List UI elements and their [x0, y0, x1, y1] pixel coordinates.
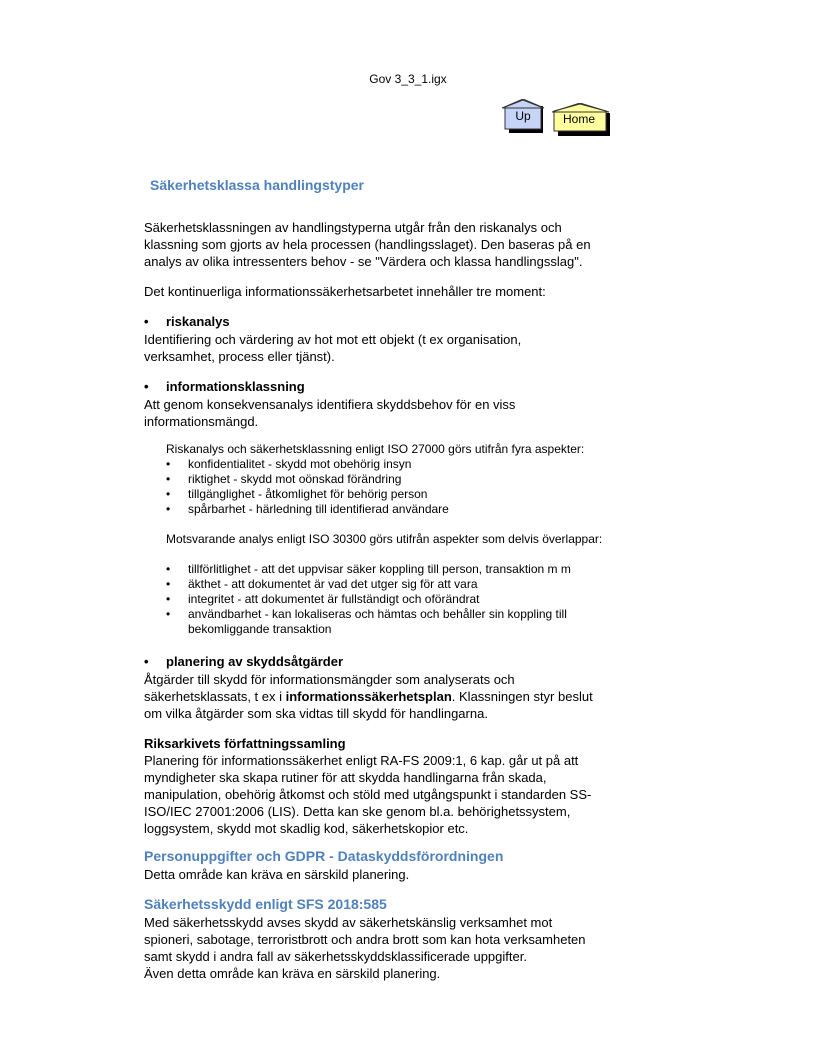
- moment-planering-text-a: Åtgärder till skydd för informationsmängder som analyserats och säkerhetsklassats, t ex i: [144, 672, 515, 704]
- bullet-icon: •: [166, 592, 171, 606]
- iso30300-intro: Motsvarande analys enligt ISO 30300 görs utifrån aspekter som delvis överlappar:: [166, 532, 603, 546]
- gdpr-heading: Personuppgifter och GDPR - Dataskyddsförordningen: [144, 848, 504, 864]
- list-item-text: tillförlitlighet - att det uppvisar säker koppling till person, transaktion m m: [188, 562, 571, 576]
- moment-riskanalys-heading: [144, 314, 230, 329]
- bullet-icon: •: [166, 487, 171, 501]
- intro-paragraph: Säkerhetsklassningen av handlingstyperna utgår från den riskanalys och klassning som gjorts av hela processen (handlingsslaget). Den baseras på en analys av olika intressenters behov - se "Värdera och klassa handlingsslag".: [144, 220, 591, 269]
- list-item: [166, 592, 606, 607]
- list-item-text: riktighet - skydd mot oönskad förändring: [188, 472, 402, 486]
- moment-planering-text-b: . Klassningen styr beslut om vilka åtgärder som ska vidtas till skydd för handlingarna.: [144, 689, 593, 721]
- iso30300-section: [166, 532, 606, 637]
- moment-informationsklassning-label: informationsklassning: [166, 379, 305, 394]
- bullet-icon: •: [144, 314, 149, 329]
- moment-planering-heading: [144, 654, 343, 669]
- bullet-icon: •: [166, 472, 171, 486]
- list-item: [166, 577, 606, 592]
- list-item-text: konfidentialitet - skydd mot obehörig insyn: [188, 457, 412, 471]
- iso27000-intro: Riskanalys och säkerhetsklassning enligt ISO 27000 görs utifrån fyra aspekter:: [166, 442, 585, 456]
- list-item-text: spårbarhet - härledning till identifierad användare: [188, 502, 449, 516]
- moment-informationsklassning-text: Att genom konsekvensanalys identifiera skyddsbehov för en viss informationsmängd.: [144, 397, 516, 429]
- list-item: [166, 472, 606, 487]
- bullet-icon: •: [166, 607, 171, 621]
- moment-planering-text: [144, 671, 604, 722]
- list-item: [166, 607, 598, 637]
- sfs-heading: Säkerhetsskydd enligt SFS 2018:585: [144, 896, 387, 912]
- list-item-text: tillgänglighet - åtkomlighet för behörig person: [188, 487, 428, 501]
- gdpr-text: Detta område kan kräva en särskild planering.: [144, 867, 410, 882]
- moment-riskanalys-label: riskanalys: [166, 314, 230, 329]
- sfs-text: Med säkerhetsskydd avses skydd av säkerhetskänslig verksamhet mot spioneri, sabotage, terroristbrott och andra brott som kan hota verksamheten samt skydd i andra fall av säkerhetsskyddsklassificerade uppgifter.: [144, 915, 586, 964]
- list-item-text: användbarhet - kan lokaliseras och hämtas och behåller sin koppling till bekomliggande transaktion: [188, 607, 567, 636]
- bullet-icon: •: [144, 654, 149, 669]
- list-item: [166, 457, 606, 472]
- sfs-text-2: Även detta område kan kräva en särskild planering.: [144, 966, 441, 981]
- ra-heading: Riksarkivets författningssamling: [144, 736, 346, 751]
- home-button[interactable]: [552, 103, 612, 137]
- up-button[interactable]: [502, 99, 548, 135]
- document-filename: Gov 3_3_1.igx: [369, 72, 447, 86]
- bullet-icon: •: [144, 379, 149, 394]
- bullet-icon: •: [166, 562, 171, 576]
- bullet-icon: •: [166, 457, 171, 471]
- up-button-label: Up: [515, 109, 531, 123]
- page-title: Säkerhetsklassa handlingstyper: [150, 177, 364, 193]
- moment-intro: Det kontinuerliga informationssäkerhetsarbetet innehåller tre moment:: [144, 284, 546, 299]
- home-button-label: Home: [562, 112, 595, 126]
- list-item: [166, 487, 606, 502]
- list-item-text: äkthet - att dokumentet är vad det utger sig för att vara: [188, 577, 478, 591]
- ra-text: Planering för informationssäkerhet enligt RA-FS 2009:1, 6 kap. går ut på att myndigheter ska skapa rutiner för att skydda handlingarna från skada, manipulation, obehörig åtkomst och stöld med utgångspunkt i standarden SS-ISO/IEC 27001:2006 (LIS). Detta kan ske genom bl.a. behörighetssystem, loggsystem, skydd mot skadlig kod, säkerhetskopior etc.: [144, 753, 592, 836]
- moment-informationsklassning-heading: [144, 379, 305, 394]
- iso27000-section: [166, 442, 606, 517]
- list-item: [166, 502, 606, 517]
- bullet-icon: •: [166, 577, 171, 591]
- moment-riskanalys-text: Identifiering och värdering av hot mot ett objekt (t ex organisation, verksamhet, process eller tjänst).: [144, 332, 522, 364]
- list-item: [166, 562, 606, 577]
- bullet-icon: •: [166, 502, 171, 516]
- moment-planering-label: planering av skyddsåtgärder: [166, 654, 344, 669]
- list-item-text: integritet - att dokumentet är fullständigt och oförändrat: [188, 592, 480, 606]
- moment-planering-text-bold: informationssäkerhetsplan: [285, 689, 452, 704]
